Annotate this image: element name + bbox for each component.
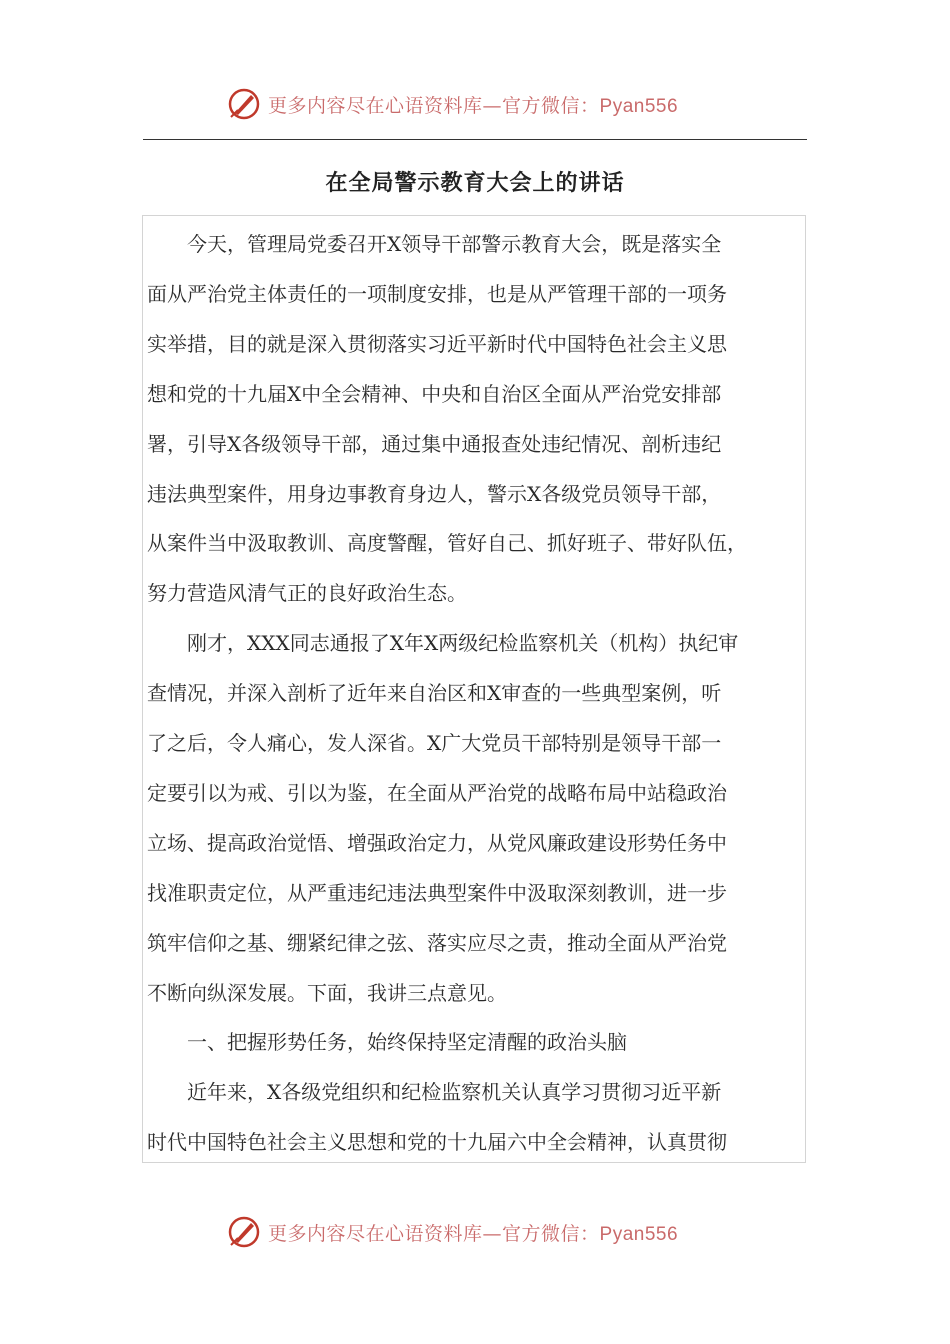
footer-banner xyxy=(0,1212,950,1252)
wechat-id: Pyan556 xyxy=(599,1223,679,1245)
wechat-id: Pyan556 xyxy=(599,95,679,117)
text-line: 查情况，并深入剖析了近年来自治区和X审查的一些典型案例，听 xyxy=(147,681,722,705)
text-line: 时代中国特色社会主义思想和党的十九届六中全会精神，认真贯彻 xyxy=(147,1130,727,1154)
text-line: 实举措，目的就是深入贯彻落实习近平新时代中国特色社会主义思 xyxy=(147,332,727,356)
text-line: 定要引以为戒、引以为鉴，在全面从严治党的战略布局中站稳政治 xyxy=(147,781,727,805)
text-line: 违法典型案件，用身边事教育身边人，警示X各级党员领导干部， xyxy=(147,482,722,506)
text-line: 一、把握形势任务，始终保持坚定清醒的政治头脑 xyxy=(147,1030,627,1054)
text-line: 从案件当中汲取教训、高度警醒，管好自己、抓好班子、带好队伍， xyxy=(147,531,747,555)
document-title: 在全局警示教育大会上的讲话 xyxy=(325,170,625,196)
text-line: 想和党的十九届X中全会精神、中央和自治区全面从严治党安排部 xyxy=(147,382,722,406)
text-line: 努力营造风清气正的良好政治生态。 xyxy=(147,581,467,605)
text-line: 署，引导X各级领导干部，通过集中通报查处违纪情况、剖析违纪 xyxy=(147,432,722,456)
quill-logo-icon xyxy=(226,86,262,122)
text-line: 不断向纵深发展。下面，我讲三点意见。 xyxy=(147,981,507,1005)
text-line: 了之后，令人痛心，发人深省。X广大党员干部特别是领导干部一 xyxy=(147,731,722,755)
quill-logo-icon xyxy=(226,1214,262,1250)
text-line: 找准职责定位，从严重违纪违法典型案件中汲取深刻教训，进一步 xyxy=(147,881,727,905)
header-banner xyxy=(0,84,950,124)
text-line: 近年来，X各级党组织和纪检监察机关认真学习贯彻习近平新 xyxy=(147,1080,722,1104)
header-rule xyxy=(143,139,807,140)
banner-text: 更多内容尽在心语资料库—官方微信：Pyan556 xyxy=(268,94,679,117)
text-line: 今天，管理局党委召开X领导干部警示教育大会，既是落实全 xyxy=(147,232,722,256)
text-line: 面从严治党主体责任的一项制度安排，也是从严管理干部的一项务 xyxy=(147,282,727,306)
text-line: 刚才，XXX同志通报了X年X两级纪检监察机关（机构）执纪审 xyxy=(147,631,739,655)
banner-text: 更多内容尽在心语资料库—官方微信：Pyan556 xyxy=(268,1222,679,1245)
text-line: 筑牢信仰之基、绷紧纪律之弦、落实应尽之责，推动全面从严治党 xyxy=(147,931,727,955)
text-line: 立场、提高政治觉悟、增强政治定力，从党风廉政建设形势任务中 xyxy=(147,831,727,855)
